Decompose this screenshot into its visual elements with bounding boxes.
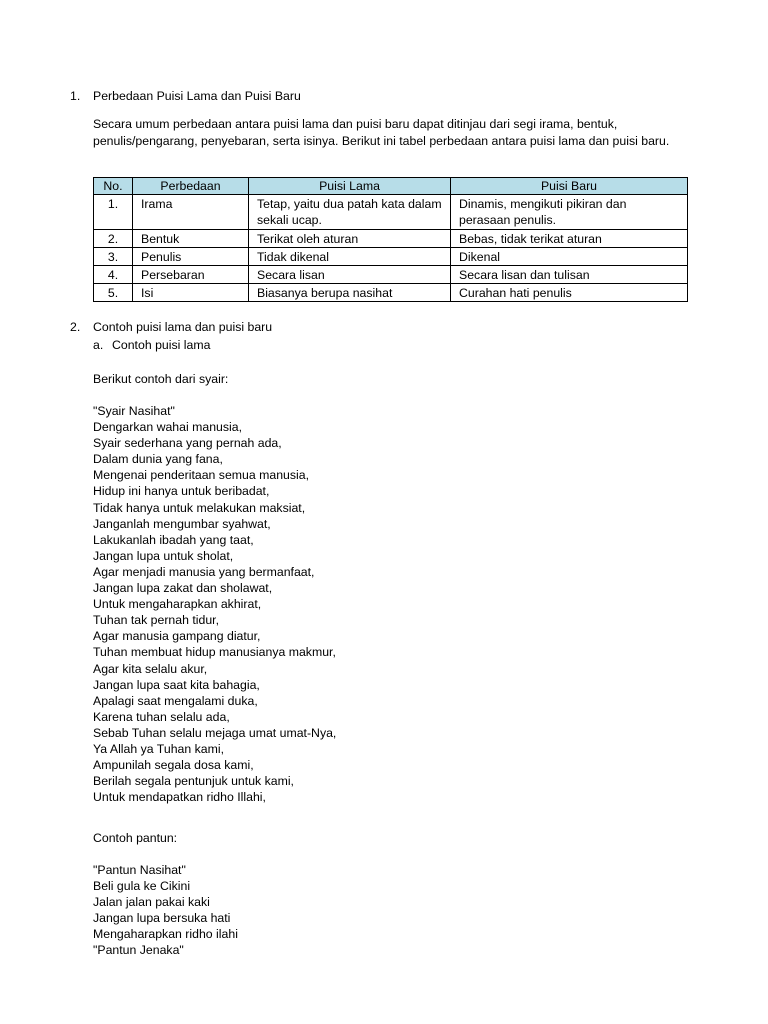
syair-intro: Berikut contoh dari syair: <box>93 372 229 386</box>
table-cell-aspect: Isi <box>133 284 249 302</box>
syair-poem <box>93 403 336 805</box>
section-1-number: 1. <box>70 89 81 103</box>
table-cell-new: Bebas, tidak terikat aturan <box>451 230 688 248</box>
comparison-table <box>93 177 688 302</box>
section-2-title: Contoh puisi lama dan puisi baru <box>93 320 273 334</box>
syair-line: Agar kita selalu akur, <box>93 661 208 676</box>
syair-line: Ya Allah ya Tuhan kami, <box>93 741 225 756</box>
subsection-a-title: Contoh puisi lama <box>112 338 211 352</box>
table-header-cell: Puisi Lama <box>249 178 451 195</box>
syair-line: Tidak hanya untuk melakukan maksiat, <box>93 500 306 515</box>
table-cell-no: 3. <box>94 248 133 266</box>
syair-line: Jangan lupa untuk sholat, <box>93 548 234 563</box>
syair-line: Karena tuhan selalu ada, <box>93 709 230 724</box>
table-header-cell: No. <box>94 178 133 195</box>
pantun-line: Jangan lupa bersuka hati <box>93 911 231 926</box>
table-cell-no: 1. <box>94 195 133 230</box>
syair-line: Untuk mengaharapkan akhirat, <box>93 597 262 612</box>
syair-line: Jangan lupa zakat dan sholawat, <box>93 581 273 596</box>
syair-line: Untuk mendapatkan ridho Illahi, <box>93 790 266 805</box>
section-1-heading <box>70 88 301 104</box>
syair-line: Dengarkan wahai manusia, <box>93 420 243 435</box>
table-cell-new: Curahan hati penulis <box>451 284 688 302</box>
table-row <box>94 195 688 230</box>
syair-line: Agar manusia gampang diatur, <box>93 629 261 644</box>
table-cell-aspect: Bentuk <box>133 230 249 248</box>
pantun-line: Beli gula ke Cikini <box>93 879 191 894</box>
syair-line: Tuhan membuat hidup manusianya makmur, <box>93 645 336 660</box>
syair-line: Berilah segala pentunjuk untuk kami, <box>93 774 294 789</box>
section-1-title: Perbedaan Puisi Lama dan Puisi Baru <box>93 89 301 103</box>
table-header-cell: Perbedaan <box>133 178 249 195</box>
table-row <box>94 284 688 302</box>
table-cell-aspect: Persebaran <box>133 266 249 284</box>
table-cell-new: Dinamis, mengikuti pikiran dan perasaan penulis. <box>451 195 688 230</box>
table-cell-aspect: Irama <box>133 195 249 230</box>
table-cell-new: Dikenal <box>451 248 688 266</box>
table-cell-new: Secara lisan dan tulisan <box>451 266 688 284</box>
table-cell-old: Tidak dikenal <box>249 248 451 266</box>
table-cell-no: 4. <box>94 266 133 284</box>
table-row <box>94 266 688 284</box>
syair-line: Tuhan tak pernah tidur, <box>93 613 220 628</box>
pantun-line: Jalan jalan pakai kaki <box>93 895 210 910</box>
syair-line: Sebab Tuhan selalu mejaga umat umat-Nya, <box>93 725 337 740</box>
syair-line: Mengenai penderitaan semua manusia, <box>93 468 310 483</box>
pantun-line: "Pantun Jenaka" <box>93 943 184 958</box>
syair-line: Apalagi saat mengalami duka, <box>93 693 258 708</box>
table-cell-old: Secara lisan <box>249 266 451 284</box>
table-cell-no: 2. <box>94 230 133 248</box>
table-row <box>94 248 688 266</box>
table-header-row <box>94 178 688 195</box>
pantun-line: Mengaharapkan ridho ilahi <box>93 927 238 942</box>
syair-line: Lakukanlah ibadah yang taat, <box>93 532 254 547</box>
table-row <box>94 230 688 248</box>
syair-line: Syair sederhana yang pernah ada, <box>93 436 282 451</box>
table-cell-aspect: Penulis <box>133 248 249 266</box>
section-1-intro: Secara umum perbedaan antara puisi lama dan puisi baru dapat ditinjau dari segi irama, bentuk, penulis/pengarang, penyebaran, serta isinya. Berikut ini tabel perbedaan antara puisi lama dan puisi baru. <box>93 117 670 148</box>
subsection-a-letter: a. <box>93 338 104 352</box>
table-cell-old: Tetap, yaitu dua patah kata dalam sekali ucap. <box>249 195 451 230</box>
pantun-intro: Contoh pantun: <box>93 831 178 845</box>
table-header-cell: Puisi Baru <box>451 178 688 195</box>
pantun-poem <box>93 862 238 959</box>
syair-line: Dalam dunia yang fana, <box>93 452 223 467</box>
syair-line: Janganlah mengumbar syahwat, <box>93 516 271 531</box>
syair-line: Hidup ini hanya untuk beribadat, <box>93 484 270 499</box>
subsection-a-heading <box>93 337 210 353</box>
syair-line: "Syair Nasihat" <box>93 404 175 418</box>
syair-line: Ampunilah segala dosa kami, <box>93 758 254 773</box>
table-cell-old: Terikat oleh aturan <box>249 230 451 248</box>
syair-line: Agar menjadi manusia yang bermanfaat, <box>93 564 315 579</box>
section-2-number: 2. <box>70 320 81 334</box>
table-cell-old: Biasanya berupa nasihat <box>249 284 451 302</box>
pantun-line: "Pantun Nasihat" <box>93 863 186 877</box>
section-2-heading <box>70 319 272 335</box>
table-cell-no: 5. <box>94 284 133 302</box>
syair-line: Jangan lupa saat kita bahagia, <box>93 677 260 692</box>
